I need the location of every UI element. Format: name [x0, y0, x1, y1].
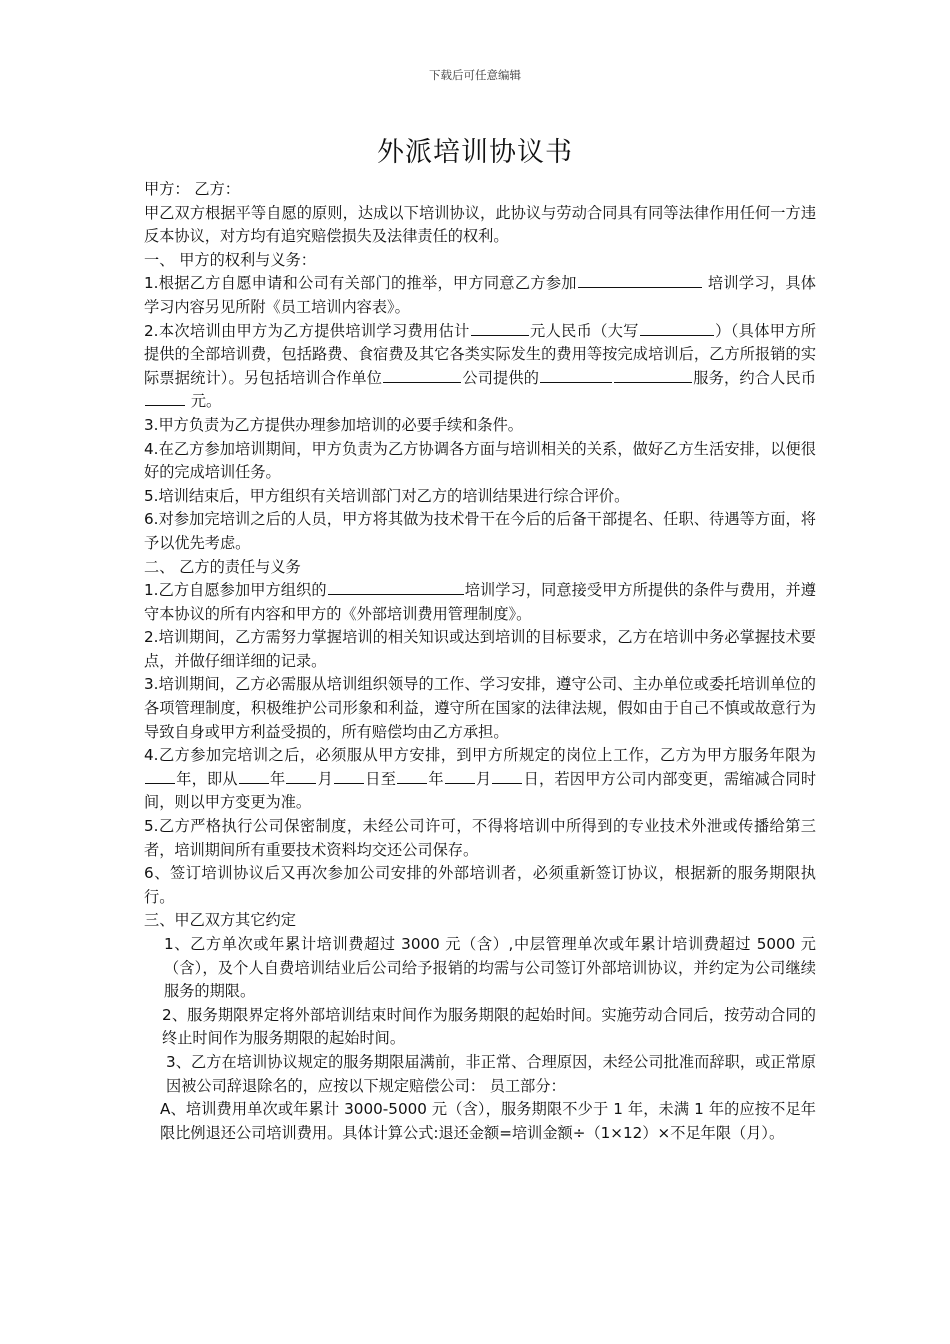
text: 服务，约合人民币 [693, 368, 816, 387]
section-2-clause-1 [144, 579, 816, 626]
section-2-heading: 二、 乙方的责任与义务 [144, 557, 301, 576]
section-1-clause-2 [144, 320, 816, 414]
document-title: 外派培训协议书 [377, 137, 573, 168]
section-3-clause-a: A、培训费用单次或年累计 3000-5000 元（含），服务期限不少于 1 年，未满 1 年的应按不足年限比例退还公司培训费用。具体计算公式:退还金额=培训金额÷（1×12）×不足年限（月）。 [160, 1100, 816, 1142]
section-2-clause-3: 3.培训期间，乙方必需服从培训组织领导的工作、学习安排，遵守公司、主办单位或委托培训单位的各项管理制度，积极维护公司形象和利益，遵守所在国家的法律法规，假如由于自己不慎或故意行为导致自身或甲方利益受损的，所有赔偿均由乙方承担。 [144, 675, 816, 741]
header-note: 下载后可任意编辑 [429, 68, 521, 82]
blank-field [145, 768, 175, 784]
section-2-clause-4 [144, 744, 816, 815]
text: ）（具体甲方所提供的全部培训费，包括路费、食宿费及其它各类实际发生的费用等按完成培训后，乙方所报销的实际票据统计）。另包括培训合作单位 [144, 321, 816, 387]
blank-field [540, 367, 612, 383]
blank-field [492, 768, 522, 784]
text: 年 [269, 769, 286, 788]
blank-field [239, 768, 269, 784]
intro-paragraph: 甲乙双方根据平等自愿的原则，达成以下培训协议，此协议与劳动合同具有同等法律作用任何一方违反本协议，对方均有追究赔偿损失及法律责任的权利。 [144, 203, 816, 246]
text: 元人民币（大写 [529, 321, 639, 340]
section-1-clause-6: 6.对参加完培训之后的人员，甲方将其做为技术骨干在今后的后备干部提名、任职、待遇等方面，将予以优先考虑。 [144, 510, 816, 552]
blank-field [397, 768, 427, 784]
section-3-clause-2: 2、服务期限界定将外部培训结束时间作为服务期限的起始时间。实施劳动合同后，按劳动合同的终止时间作为服务期限的起始时间。 [162, 1005, 816, 1048]
blank-field [334, 768, 364, 784]
blank-field [640, 320, 714, 336]
blank-field [614, 367, 692, 383]
text: 4.乙方参加完培训之后，必须服从甲方安排，到甲方所规定的岗位上工作，乙方为甲方服务年限为 [144, 746, 816, 765]
blank-field [445, 768, 475, 784]
blank-field [383, 367, 461, 383]
section-1-clause-1 [144, 272, 816, 319]
text: 月 [475, 769, 492, 788]
document-body [144, 178, 816, 1145]
section-1-clause-5: 5.培训结束后，甲方组织有关培训部门对乙方的培训结果进行综合评价。 [144, 486, 630, 505]
text: 年 [428, 769, 444, 788]
blank-field [578, 272, 702, 288]
section-2-clause-6: 6、签订培训协议后又再次参加公司安排的外部培训者，必须重新签订协议，根据新的服务期限执行。 [144, 864, 816, 906]
blank-field [471, 320, 529, 336]
text: 年，即从 [176, 769, 238, 788]
section-1-clause-3: 3.甲方负责为乙方提供办理参加培训的必要手续和条件。 [144, 415, 523, 434]
section-1-heading: 一、 甲方的权利与义务： [144, 250, 316, 269]
blank-field [328, 579, 464, 595]
blank-field [145, 390, 185, 406]
section-2-clause-2: 2.培训期间，乙方需努力掌握培训的相关知识或达到培训的目标要求，乙方在培训中务必掌握技术要点，并做仔细详细的记录。 [144, 628, 816, 670]
text: 培训学习，同意接受甲方所提供的条件与费用，并遵守本协议的所有内容和甲方的《外部培训费用管理制度》。 [144, 581, 816, 623]
text: 培训学习，具体学习内容另见所附《员工培训内容表》。 [144, 274, 816, 316]
section-1-clause-4: 4.在乙方参加培训期间，甲方负责为乙方协调各方面与培训相关的关系，做好乙方生活安排，以便很好的完成培训任务。 [144, 439, 816, 482]
text: 日，若因甲方公司内部变更，需缩减合同时间，则以甲方变更为准。 [144, 769, 817, 812]
text: 公司提供的 [462, 368, 540, 387]
section-3-clause-3: 3、乙方在培训协议规定的服务期限届满前，非正常、合理原因，未经公司批准而辞职，或正常原因被公司辞退除名的，应按以下规定赔偿公司： 员工部分： [166, 1052, 816, 1095]
section-2-clause-5: 5.乙方严格执行公司保密制度，未经公司许可，不得将培训中所得到的专业技术外泄或传播给第三者，培训期间所有重要技术资料均交还公司保存。 [144, 817, 816, 859]
text: 月 [317, 769, 334, 788]
blank-field [286, 768, 316, 784]
section-3-heading: 三、甲乙双方其它约定 [144, 911, 296, 930]
text: 2.本次培训由甲方为乙方提供培训学习费用估计 [144, 321, 470, 340]
text: 日至 [365, 769, 397, 788]
text: 1.乙方自愿参加甲方组织的 [144, 581, 327, 600]
text: 1.根据乙方自愿申请和公司有关部门的推举，甲方同意乙方参加 [144, 274, 577, 293]
text: 元。 [186, 392, 222, 411]
parties-line: 甲方： 乙方： [144, 180, 240, 198]
section-3-clause-1: 1、乙方单次或年累计培训费超过 3000 元（含）,中层管理单次或年累计培训费超过 5000 元（含），及个人自费培训结业后公司给予报销的均需与公司签订外部培训协议，并约定为公司继续服务的期限。 [164, 935, 816, 1001]
